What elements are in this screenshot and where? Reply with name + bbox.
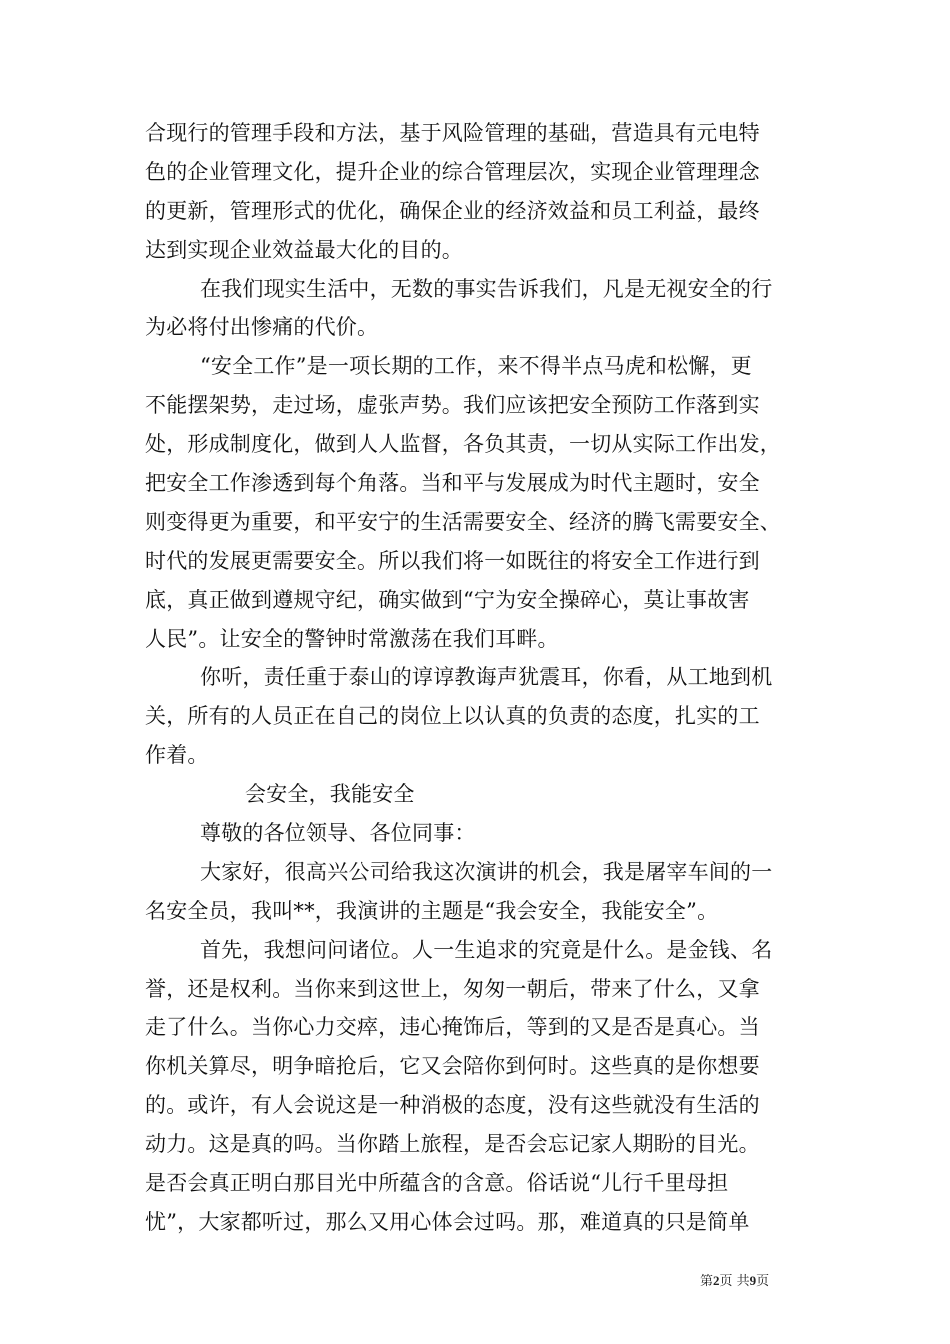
footer-middle: 页 共: [719, 1274, 750, 1289]
text-line: 忧”，大家都听过，那么又用心体会过吗。那，难道真的只是简单: [145, 1209, 750, 1234]
text-line: 你机关算尽，明争暗抢后，它又会陪你到何时。这些真的是你想要: [145, 1054, 760, 1079]
text-line: “安全工作”是一项长期的工作，来不得半点马虎和松懈，更: [200, 354, 752, 379]
text-line: 处，形成制度化，做到人人监督，各负其责，一切从实际工作出发，: [145, 432, 781, 457]
footer-suffix: 页: [756, 1274, 770, 1289]
text-line: 首先，我想问问诸位。人一生追求的究竟是什么。是金钱、名: [200, 937, 773, 962]
page-footer: [700, 1272, 840, 1291]
text-line: 把安全工作渗透到每个角落。当和平与发展成为时代主题时，安全: [145, 471, 760, 496]
heading-text: 会安全，我能安全: [245, 782, 415, 807]
text-line: 关，所有的人员正在自己的岗位上以认真的负责的态度，扎实的工: [145, 704, 760, 729]
paragraph-question: [145, 931, 825, 1242]
text-line: 人民”。让安全的警钟时常激荡在我们耳畔。: [145, 626, 559, 651]
text-line: 的。或许，有人会说这是一种消极的态度，没有这些就没有生活的: [145, 1093, 760, 1118]
section-heading: [145, 775, 825, 814]
text-line: 色的企业管理文化，提升企业的综合管理层次，实现企业管理理念: [145, 159, 760, 184]
footer-prefix: 第: [700, 1274, 714, 1289]
current-page-number: 2: [713, 1273, 720, 1288]
text-line: 走了什么。当你心力交瘁，违心掩饰后，等到的又是否是真心。当: [145, 1015, 760, 1040]
total-pages-number: 9: [749, 1273, 757, 1288]
text-line: 合现行的管理手段和方法，基于风险管理的基础，营造具有元电特: [145, 121, 760, 145]
text-line: 动力。这是真的吗。当你踏上旅程，是否会忘记家人期盼的目光。: [145, 1132, 760, 1157]
text-line: 作着。: [145, 743, 209, 768]
text-line: 大家好，很高兴公司给我这次演讲的机会，我是屠宰车间的一: [200, 859, 773, 884]
text-line: 誉，还是权利。当你来到这世上，匆匆一朝后，带来了什么，又拿: [145, 976, 760, 1001]
text-line: 尊敬的各位领导、各位同事：: [200, 821, 476, 846]
text-line: 你听，责任重于泰山的谆谆教诲声犹震耳，你看，从工地到机: [200, 665, 773, 690]
salutation: [145, 814, 825, 853]
paragraph-continuation: [145, 114, 825, 270]
text-line: 名安全员，我叫**，我演讲的主题是“我会安全，我能安全”。: [145, 898, 719, 923]
document-body: [145, 114, 825, 1242]
text-line: 在我们现实生活中，无数的事实告诉我们，凡是无视安全的行: [200, 276, 773, 301]
text-line: 是否会真正明白那目光中所蕴含的含意。俗话说“儿行千里母担: [145, 1171, 729, 1196]
paragraph-greeting: [145, 853, 825, 931]
paragraph-you-listen: [145, 658, 825, 775]
text-line: 底，真正做到遵规守纪，确实做到“宁为安全操碎心，莫让事故害: [145, 587, 750, 612]
text-line: 的更新，管理形式的优化，确保企业的经济效益和员工利益，最终: [145, 198, 760, 223]
text-line: 不能摆架势，走过场，虚张声势。我们应该把安全预防工作落到实: [145, 393, 760, 418]
text-line: 为必将付出惨痛的代价。: [145, 315, 379, 340]
text-line: 则变得更为重要，和平安宁的生活需要安全、经济的腾飞需要安全、: [145, 509, 781, 534]
text-line: 达到实现企业效益最大化的目的。: [145, 237, 463, 262]
paragraph-safety-work: [145, 347, 825, 658]
text-line: 时代的发展更需要安全。所以我们将一如既往的将安全工作进行到: [145, 548, 760, 573]
paragraph-safety-reality: [145, 270, 825, 348]
